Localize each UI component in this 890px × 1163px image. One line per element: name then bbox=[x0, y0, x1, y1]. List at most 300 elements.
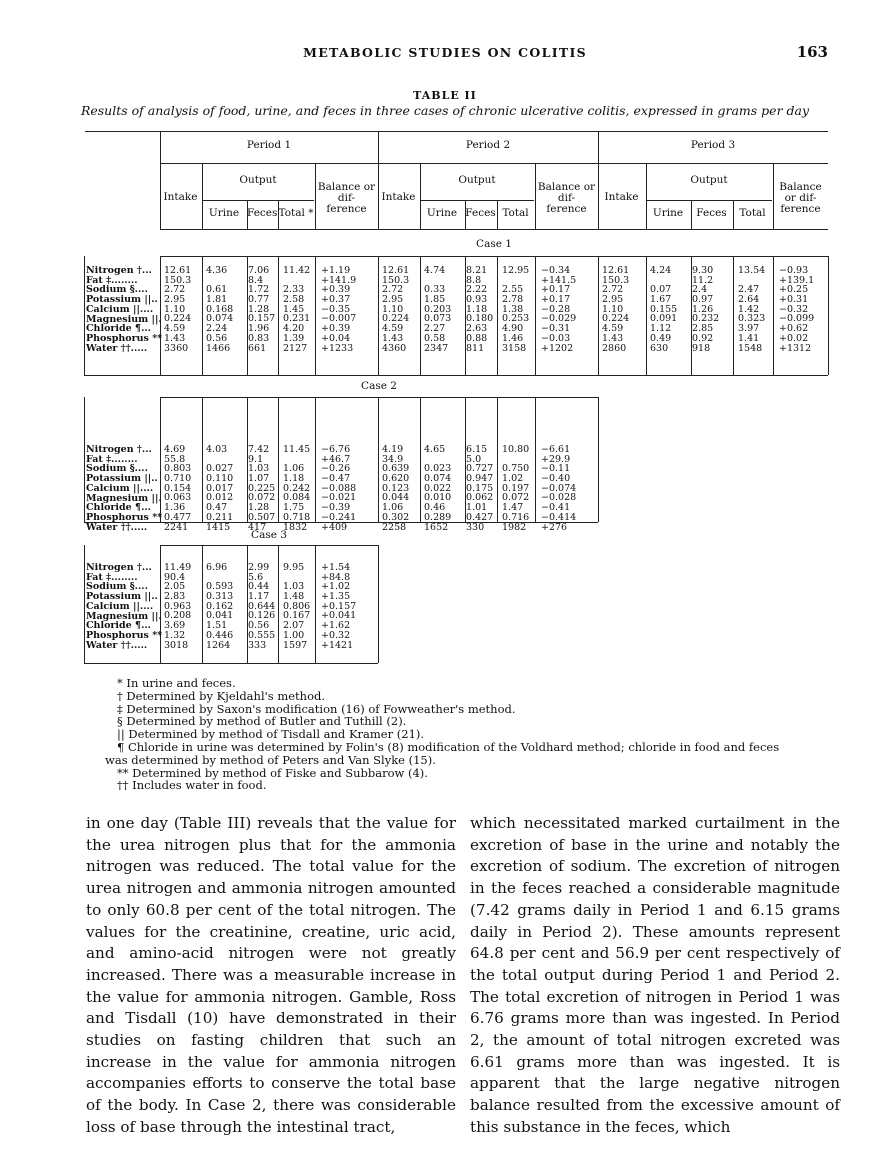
table-cell: 0.97 bbox=[692, 294, 714, 306]
table-cell: 4.59 bbox=[164, 323, 186, 335]
table-rule bbox=[646, 256, 647, 375]
table-cell: 1.43 bbox=[602, 332, 624, 344]
table-cell: 1.36 bbox=[164, 502, 186, 514]
table-cell: −0.28 bbox=[541, 303, 571, 315]
table-cell: 1982 bbox=[502, 521, 527, 533]
table-cell: 4.59 bbox=[382, 323, 404, 335]
feces-column bbox=[248, 266, 277, 353]
table-cell: 0.639 bbox=[382, 463, 410, 475]
row-label: Nitrogen †... bbox=[86, 444, 152, 455]
table-cell: 0.126 bbox=[248, 610, 276, 622]
table-cell: 1832 bbox=[283, 521, 308, 533]
table-rule bbox=[497, 256, 498, 375]
table-cell: +141.9 bbox=[321, 274, 357, 286]
table-cell: −0.31 bbox=[541, 323, 571, 335]
table-cell: 9.1 bbox=[248, 453, 264, 465]
row-label: Phosphorus ** bbox=[86, 511, 163, 523]
feces-column bbox=[466, 266, 496, 353]
row-label: Potassium ||.. bbox=[86, 591, 158, 603]
table-cell: 0.593 bbox=[206, 581, 234, 593]
table-cell: +0.17 bbox=[541, 294, 571, 306]
row-label: Water ††..... bbox=[86, 639, 148, 651]
row-labels bbox=[86, 266, 162, 353]
table-cell: 0.323 bbox=[738, 313, 766, 325]
table-cell: 0.224 bbox=[164, 313, 192, 325]
table-cell: 0.232 bbox=[692, 313, 720, 325]
table-cell: 330 bbox=[466, 521, 485, 533]
table-cell: 1.43 bbox=[164, 332, 186, 344]
table-cell: 918 bbox=[692, 342, 711, 354]
intake-column bbox=[164, 563, 201, 650]
table-cell: 1.32 bbox=[164, 629, 186, 641]
table-cell: 2.78 bbox=[502, 294, 524, 306]
table-rule bbox=[420, 397, 421, 522]
table-cell: 5.6 bbox=[248, 571, 264, 583]
table-cell: 2.27 bbox=[424, 323, 446, 335]
table-cell: +0.157 bbox=[321, 600, 357, 612]
table-cell: 0.027 bbox=[206, 463, 234, 475]
table-cell: 0.61 bbox=[206, 284, 228, 296]
row-label: Phosphorus ** bbox=[86, 332, 163, 344]
table-cell: −0.021 bbox=[321, 492, 357, 504]
table-rule bbox=[202, 397, 203, 522]
case-label: Case 1 bbox=[476, 238, 512, 250]
table-rule bbox=[535, 163, 536, 229]
table-cell: +141.5 bbox=[541, 274, 577, 286]
table-cell: 0.963 bbox=[164, 600, 192, 612]
table-cell: 3018 bbox=[164, 639, 189, 651]
table-cell: 2.22 bbox=[466, 284, 488, 296]
table-cell: 1.28 bbox=[248, 303, 270, 315]
output-header: Output bbox=[239, 174, 277, 186]
table-cell: 6.15 bbox=[466, 444, 488, 455]
table-cell: −0.35 bbox=[321, 303, 351, 315]
table-cell: 150.3 bbox=[602, 274, 630, 286]
urine-column bbox=[206, 266, 246, 353]
table-cell: +46.7 bbox=[321, 453, 351, 465]
table-cell: 1466 bbox=[206, 342, 231, 354]
table-cell: −0.32 bbox=[779, 303, 809, 315]
running-head: METABOLIC STUDIES ON COLITIS bbox=[303, 45, 587, 60]
table-rule bbox=[420, 200, 534, 201]
footnote: †† Includes water in food. bbox=[117, 778, 267, 793]
table-cell: 0.154 bbox=[164, 482, 192, 494]
case-label: Case 2 bbox=[361, 380, 397, 392]
table-cell: 0.253 bbox=[502, 313, 530, 325]
table-cell: 0.180 bbox=[466, 313, 494, 325]
row-label: Chloride ¶... bbox=[86, 502, 151, 514]
table-cell: 1264 bbox=[206, 639, 231, 651]
table-cell: 1.06 bbox=[283, 463, 305, 475]
row-label: Calcium ||.... bbox=[86, 303, 154, 315]
total-column bbox=[283, 266, 314, 353]
table-cell: 90.4 bbox=[164, 571, 186, 583]
table-rule bbox=[84, 663, 160, 664]
table-cell: 9.95 bbox=[283, 562, 305, 573]
table-cell: 1.38 bbox=[502, 303, 524, 315]
table-cell: 1.18 bbox=[283, 473, 305, 485]
table-rule bbox=[646, 163, 647, 229]
table-cell: 0.224 bbox=[602, 313, 630, 325]
table-cell: 1.41 bbox=[738, 332, 760, 344]
table-rule bbox=[420, 163, 421, 229]
table-cell: +409 bbox=[321, 521, 348, 533]
table-cell: 0.231 bbox=[283, 313, 311, 325]
balance-header: Balance or dif- ference bbox=[537, 181, 596, 215]
table-cell: 1.03 bbox=[248, 463, 270, 475]
table-cell: 2.95 bbox=[164, 294, 186, 306]
balance-column bbox=[321, 563, 378, 650]
table-cell: 0.33 bbox=[424, 284, 446, 296]
urine-header: Urine bbox=[208, 207, 240, 219]
table-cell: 1.12 bbox=[650, 323, 672, 335]
table-cell: 0.750 bbox=[502, 463, 530, 475]
total-column bbox=[283, 563, 314, 650]
table-cell: 1548 bbox=[738, 342, 763, 354]
table-cell: +0.39 bbox=[321, 323, 351, 335]
body-text-right-column: which necessitated marked curtailment in the excretion of base in the urine and notably the excretion of sodium. The excretion of nitrogen in the feces reached a considerable magnitude (7.42 grams daily in Period 1 and 6.15 grams daily in Period 2). These amounts represent 64.8 per cent and 56.9 per cent respectively of the total output during Period 1 and Period 2. The total excretion of nitrogen in Period 1 was 6.76 grams more than was ingested. In Period 2, the amount of total nitrogen excreted was 6.61 grams more than was ingested. It is apparent that the large negative nitrogen balance resulted from the excessive amount of this substance in the feces, which bbox=[470, 814, 840, 1136]
table-rule bbox=[85, 131, 828, 132]
table-cell: −0.03 bbox=[541, 332, 571, 344]
table-rule bbox=[202, 163, 203, 229]
table-cell: 5.0 bbox=[466, 453, 482, 465]
table-cell: 4.74 bbox=[424, 265, 446, 276]
row-label: Sodium §.... bbox=[86, 463, 148, 475]
table-cell: 0.091 bbox=[650, 313, 678, 325]
table-cell: −0.26 bbox=[321, 463, 351, 475]
table-cell: 11.42 bbox=[283, 265, 311, 276]
table-cell: 3360 bbox=[164, 342, 189, 354]
table-cell: 0.203 bbox=[424, 303, 452, 315]
table-cell: 1.10 bbox=[602, 303, 624, 315]
row-label: Water ††..... bbox=[86, 521, 148, 533]
table-cell: 1.85 bbox=[424, 294, 446, 306]
table-cell: 11.2 bbox=[692, 274, 714, 286]
table-cell: 3.97 bbox=[738, 323, 760, 335]
feces-header: Feces bbox=[696, 207, 727, 219]
table-cell: 0.167 bbox=[283, 610, 311, 622]
footnotes bbox=[105, 677, 835, 792]
table-cell: 13.54 bbox=[738, 265, 766, 276]
row-label: Magnesium ||. bbox=[86, 610, 162, 622]
table-cell: 2.4 bbox=[692, 284, 708, 296]
table-cell: 0.224 bbox=[382, 313, 410, 325]
table-cell: 2.72 bbox=[164, 284, 186, 296]
row-label: Nitrogen †... bbox=[86, 562, 152, 573]
table-cell: +1421 bbox=[321, 639, 354, 651]
footnote: † Determined by Kjeldahl's method. bbox=[117, 688, 326, 703]
footnote: § Determined by method of Butler and Tuthill (2). bbox=[117, 714, 407, 729]
urine-column bbox=[424, 266, 464, 353]
table-rule bbox=[315, 397, 316, 522]
table-cell: 1.39 bbox=[283, 332, 305, 344]
table-cell: 0.83 bbox=[248, 332, 270, 344]
intake-header: Intake bbox=[381, 191, 416, 203]
table-cell: 1.02 bbox=[502, 473, 524, 485]
table-rule bbox=[378, 256, 379, 375]
total-column bbox=[738, 266, 772, 353]
row-labels bbox=[86, 563, 162, 650]
table-cell: −0.40 bbox=[541, 473, 571, 485]
case-label: Case 3 bbox=[251, 529, 287, 541]
table-cell: 0.644 bbox=[248, 600, 276, 612]
footnote: ‡ Determined by Saxon's modification (16) of Fowweather's method. bbox=[117, 701, 516, 716]
table-cell: 0.084 bbox=[283, 492, 311, 504]
table-cell: 0.49 bbox=[650, 332, 672, 344]
row-label: Sodium §.... bbox=[86, 581, 148, 593]
table-cell: 2.99 bbox=[248, 562, 270, 573]
urine-column bbox=[206, 445, 246, 532]
table-cell: −0.39 bbox=[321, 502, 351, 514]
table-cell: 2.95 bbox=[602, 294, 624, 306]
table-cell: 2.07 bbox=[283, 620, 305, 632]
urine-column bbox=[650, 266, 690, 353]
table-rule bbox=[160, 545, 378, 546]
table-cell: 34.9 bbox=[382, 453, 404, 465]
table-cell: 0.242 bbox=[283, 482, 311, 494]
intake-column bbox=[382, 445, 419, 532]
table-cell: +0.39 bbox=[321, 284, 351, 296]
table-cell: +0.32 bbox=[321, 629, 351, 641]
table-cell: 0.620 bbox=[382, 473, 410, 485]
table-cell: 0.727 bbox=[466, 463, 494, 475]
table-rule bbox=[420, 256, 421, 375]
table-cell: 4.19 bbox=[382, 444, 404, 455]
table-cell: 0.063 bbox=[164, 492, 192, 504]
table-cell: 55.8 bbox=[164, 453, 186, 465]
table-rule bbox=[773, 163, 774, 229]
intake-column bbox=[164, 445, 201, 532]
table-rule bbox=[535, 397, 536, 522]
table-cell: +1.35 bbox=[321, 591, 351, 603]
table-cell: −0.099 bbox=[779, 313, 815, 325]
table-cell: 0.302 bbox=[382, 511, 410, 523]
row-label: Water ††..... bbox=[86, 342, 148, 354]
balance-column bbox=[321, 445, 378, 532]
table-cell: +0.25 bbox=[779, 284, 809, 296]
period-header: Period 3 bbox=[690, 139, 736, 151]
table-cell: −0.074 bbox=[541, 482, 577, 494]
table-cell: 1652 bbox=[424, 521, 449, 533]
table-rule bbox=[202, 545, 203, 663]
row-label: Fat ‡........ bbox=[86, 274, 138, 286]
period-header: Period 1 bbox=[246, 139, 292, 151]
intake-column bbox=[602, 266, 645, 353]
table-cell: −0.028 bbox=[541, 492, 577, 504]
table-cell: +276 bbox=[541, 521, 568, 533]
table-cell: 2.85 bbox=[692, 323, 714, 335]
balance-column bbox=[321, 266, 378, 353]
row-label: Fat ‡........ bbox=[86, 453, 138, 465]
table-cell: 2258 bbox=[382, 521, 407, 533]
table-cell: 1.47 bbox=[502, 502, 524, 514]
output-header: Output bbox=[458, 174, 496, 186]
table-cell: 0.074 bbox=[206, 313, 234, 325]
row-label: Phosphorus ** bbox=[86, 629, 163, 641]
total-header: Total bbox=[502, 207, 529, 219]
intake-header: Intake bbox=[604, 191, 639, 203]
body-text-left-column: in one day (Table III) reveals that the value for the urea nitrogen plus that for the ammonia nitrogen was reduced. The total value for the urea nitrogen and ammonia nitrogen amounted to only 60.8 per cent of the total nitrogen. The values for the creatinine, creatine, uric acid, and amino-acid nitrogen were not greatly increased. There was a measurable increase in the value for ammonia nitrogen. Gamble, Ross and Tisdall (10) have demonstrated in their studies on fasting children that such an increase in the value for ammonia nitrogen accompanies efforts to conserve the total base of the body. In Case 2, there was considerable loss of base through the intestinal tract, bbox=[86, 814, 456, 1136]
table-cell: 4.69 bbox=[164, 444, 186, 455]
table-cell: 0.022 bbox=[424, 482, 452, 494]
table-cell: 1.01 bbox=[466, 502, 488, 514]
total-header: Total bbox=[739, 207, 766, 219]
table-rule bbox=[84, 256, 85, 375]
table-cell: 0.074 bbox=[424, 473, 452, 485]
table-cell: 0.017 bbox=[206, 482, 234, 494]
table-rule bbox=[315, 545, 316, 663]
table-cell: 4.90 bbox=[502, 323, 524, 335]
table-cell: 0.012 bbox=[206, 492, 234, 504]
table-cell: −6.76 bbox=[321, 444, 351, 455]
table-cell: 8.8 bbox=[466, 274, 482, 286]
total-column bbox=[502, 266, 534, 353]
balance-header: Balance or dif- ference bbox=[779, 181, 822, 215]
total-column bbox=[283, 445, 314, 532]
table-cell: 0.162 bbox=[206, 600, 234, 612]
table-cell: +1.54 bbox=[321, 562, 351, 573]
table-cell: 0.44 bbox=[248, 581, 270, 593]
table-cell: 0.110 bbox=[206, 473, 234, 485]
row-label: Calcium ||.... bbox=[86, 482, 154, 494]
table-cell: 2.58 bbox=[283, 294, 305, 306]
table-cell: 1.06 bbox=[382, 502, 404, 514]
urine-column bbox=[424, 445, 464, 532]
balance-column bbox=[541, 445, 598, 532]
table-cell: 0.803 bbox=[164, 463, 192, 475]
table-cell: 2860 bbox=[602, 342, 627, 354]
row-label: Potassium ||.. bbox=[86, 473, 158, 485]
feces-header: Feces bbox=[465, 207, 496, 219]
table-cell: 0.555 bbox=[248, 629, 276, 641]
table-cell: 0.197 bbox=[502, 482, 530, 494]
table-rule bbox=[160, 163, 378, 164]
feces-column bbox=[692, 266, 732, 353]
table-cell: −6.61 bbox=[541, 444, 571, 455]
row-label: Sodium §.... bbox=[86, 284, 148, 296]
table-cell: 2.33 bbox=[283, 284, 305, 296]
table-cell: 8.4 bbox=[248, 274, 264, 286]
table-cell: +0.31 bbox=[779, 294, 809, 306]
table-cell: 0.023 bbox=[424, 463, 452, 475]
table-cell: 333 bbox=[248, 639, 267, 651]
table-cell: 0.010 bbox=[424, 492, 452, 504]
table-cell: 1.10 bbox=[382, 303, 404, 315]
table-rule bbox=[598, 163, 828, 164]
row-label: Fat ‡........ bbox=[86, 571, 138, 583]
table-cell: 0.155 bbox=[650, 303, 678, 315]
table-cell: 2.05 bbox=[164, 581, 186, 593]
table-cell: 0.044 bbox=[382, 492, 410, 504]
row-label: Nitrogen †... bbox=[86, 265, 152, 276]
table-cell: 4.03 bbox=[206, 444, 228, 455]
table-cell: 0.92 bbox=[692, 332, 714, 344]
table-cell: 12.61 bbox=[382, 265, 410, 276]
table-cell: 1.75 bbox=[283, 502, 305, 514]
urine-header: Urine bbox=[426, 207, 458, 219]
table-cell: −0.93 bbox=[779, 265, 809, 276]
row-label: Calcium ||.... bbox=[86, 600, 154, 612]
table-rule bbox=[378, 545, 379, 663]
page-number: 163 bbox=[796, 43, 828, 61]
table-cell: 3.69 bbox=[164, 620, 186, 632]
table-cell: 4.24 bbox=[650, 265, 672, 276]
table-cell: 1.67 bbox=[650, 294, 672, 306]
table-cell: 1.46 bbox=[502, 332, 524, 344]
table-cell: 0.072 bbox=[248, 492, 276, 504]
table-cell: 0.56 bbox=[206, 332, 228, 344]
table-cell: 0.07 bbox=[650, 284, 672, 296]
table-rule bbox=[84, 397, 85, 522]
table-cell: 0.710 bbox=[164, 473, 192, 485]
table-cell: 0.289 bbox=[424, 511, 452, 523]
table-cell: 1.42 bbox=[738, 303, 760, 315]
table-cell: 4.20 bbox=[283, 323, 305, 335]
table-cell: 1.45 bbox=[283, 303, 305, 315]
urine-header: Urine bbox=[652, 207, 684, 219]
table-cell: 2.64 bbox=[738, 294, 760, 306]
table-cell: 2.95 bbox=[382, 294, 404, 306]
table-cell: 0.477 bbox=[164, 511, 192, 523]
table-rule bbox=[160, 256, 828, 257]
table-cell: 2.63 bbox=[466, 323, 488, 335]
table-cell: 0.208 bbox=[164, 610, 192, 622]
table-cell: 2241 bbox=[164, 521, 189, 533]
table-cell: 0.072 bbox=[502, 492, 530, 504]
table-cell: 1.81 bbox=[206, 294, 228, 306]
table-cell: 1.48 bbox=[283, 591, 305, 603]
table-cell: +1312 bbox=[779, 342, 812, 354]
table-cell: +1202 bbox=[541, 342, 574, 354]
table-cell: 1.96 bbox=[248, 323, 270, 335]
footnote: || Determined by method of Tisdall and Kramer (21). bbox=[117, 727, 425, 742]
table-cell: 0.507 bbox=[248, 511, 276, 523]
table-cell: +29.9 bbox=[541, 453, 571, 465]
table-label: TABLE II bbox=[413, 89, 477, 102]
table-cell: 0.77 bbox=[248, 294, 270, 306]
table-rule bbox=[773, 256, 774, 375]
table-cell: 1415 bbox=[206, 521, 231, 533]
table-cell: 0.806 bbox=[283, 600, 311, 612]
table-cell: −0.47 bbox=[321, 473, 351, 485]
table-cell: 12.61 bbox=[164, 265, 192, 276]
table-cell: 0.716 bbox=[502, 511, 530, 523]
table-cell: 7.42 bbox=[248, 444, 270, 455]
table-caption: Results of analysis of food, urine, and feces in three cases of chronic ulcerative colitis, expressed in grams per day bbox=[80, 103, 810, 118]
table-cell: 0.211 bbox=[206, 511, 234, 523]
balance-column bbox=[541, 266, 598, 353]
table-rule bbox=[160, 663, 378, 664]
table-rule bbox=[598, 256, 599, 375]
footnote: * In urine and feces. bbox=[117, 676, 236, 690]
row-label: Chloride ¶... bbox=[86, 620, 151, 632]
table-cell: +0.37 bbox=[321, 294, 351, 306]
row-label: Potassium ||.. bbox=[86, 294, 158, 306]
intake-column bbox=[164, 266, 201, 353]
table-cell: 0.46 bbox=[424, 502, 446, 514]
table-rule bbox=[278, 397, 279, 522]
table-cell: 7.06 bbox=[248, 265, 270, 276]
table-cell: 417 bbox=[248, 521, 267, 533]
period-header: Period 2 bbox=[465, 139, 511, 151]
table-cell: 1.51 bbox=[206, 620, 228, 632]
table-cell: +0.02 bbox=[779, 332, 809, 344]
table-cell: 1.26 bbox=[692, 303, 714, 315]
balance-header: Balance or dif- ference bbox=[317, 181, 376, 215]
feces-header: Feces bbox=[247, 207, 278, 219]
table-rule bbox=[598, 397, 599, 522]
table-cell: 2.83 bbox=[164, 591, 186, 603]
